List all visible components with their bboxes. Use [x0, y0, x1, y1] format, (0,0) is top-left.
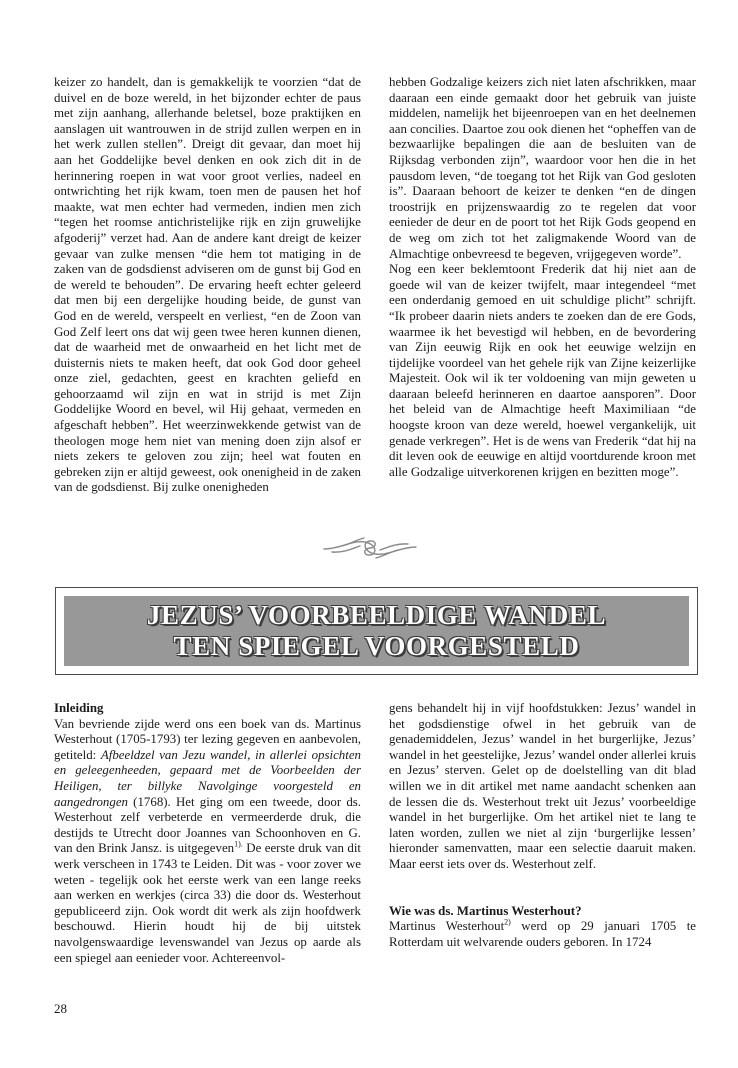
subheading-westerhout: Wie was ds. Martinus Westerhout? [389, 903, 582, 918]
subheading-inleiding: Inleiding [54, 701, 104, 715]
paragraph: Nog een keer beklemtoont Frederik dat hij niet aan de goede wil van de keizer twijfelt, maar integendeel “met een onderdanig gemoed en uit schuldige plicht” schrijft. “Ik probeer daarin niets anders te zoeken dan de ere Gods, waarmee ik het bevestigd wil hebben, en de bevordering van Zijn eeuwig Rijk en ook het eeuwige welzijn en tijdelijke voordeel van het gehele rijk van Zijne keizerlijke Majesteit. Ook wil ik ter voldoening van mijn geweten u daaraan beleefd herinneren en daartoe aansporen”. Door het beleid van de Almachtige heeft Maximiliaan “de hoogste kroon van deze wereld, hoewel vergankelijk, uit genade verkregen”. Het is de wens van Frederik “dat hij na dit leven ook de eeuwige en altijd voortdurende kroon met alle Godzalige uitverkorenen krijgen en bezitten moge”. [389, 262, 696, 479]
paragraph: Van bevriende zijde werd ons een boek van ds. Martinus Westerhout (1705-1793) ter lezing gegeven en aanbevolen, getiteld: Afbeeldzel van Jezu wandel, in allerlei opsichten en geleegenheeden, gepaard met de Voorbeelden der Heiligen, ter billyke Navolginge voorgesteld en aangedrongen (1768). Het ging om een tweede, door ds. Westerhout zelf verbeterde en vermeerderde druk, die destijds te Utrecht door Joannes van Schoonhoven en G. van den Brink Jansz. is uitgegeven$^{1).}$ De eerste druk van dit werk verscheen in 1743 te Leiden. Dit was - voor zover we weten - tegelijk ook het eerste werk van een lange reeks aan werken en werkjes (circa 33) die door ds. Westerhout gepubliceerd zijn. Ook wordt dit werk als zijn hoofdwerk beschouwd. Hierin houdt hij de bij uitstek navolgenswaardige levenswandel van Jezus op aarde als een spiegel aan eenieder voor. Achtereenvol- [54, 716, 361, 965]
paragraph: Martinus Westerhout$^{2)}$ werd op 29 januari 1705 te Rotterdam uit welvarende ouders geboren. In 1724 [389, 918, 696, 949]
text-column-right-top [389, 75, 696, 480]
footnote-ref: 2) [504, 918, 511, 928]
book-title: Afbeeldzel van Jezu wandel, in allerlei opsichten en geleegenheeden, gepaard met de Voorbeelden der Heiligen, ter billyke Navolginge voorgesteld en aangedrongen [54, 747, 361, 809]
footnote-ref: 1). [234, 840, 243, 850]
section-title-line-1: JEZUS’ VOORBEELDIGE WANDEL [146, 600, 607, 630]
section-title-line-2: TEN SPIEGEL VOORGESTELD [173, 631, 580, 661]
paragraph: gens behandelt hij in vijf hoofdstukken: Jezus’ wandel in het godsdienstige ofwel in het gebruik van de genademiddelen, Jezus’ wandel in het burgerlijke, Jezus’ wandel in het geestelijke, Jezus’ wandel onder allerlei kruis en Jezus’ sterven. Gelet op de doelstelling van dit blad willen we in dit artikel met name aandacht schenken aan de lessen die ds. Westerhout trekt uit Jezus’ voorbeeldige wandel in het burgerlijke. Om het artikel niet te lang te laten worden, zullen we niet al zijn ‘burgerlijke lessen’ hieronder samenvatten, maar een selectie daaruit maken. Maar eerst iets over ds. Westerhout zelf. [389, 701, 696, 871]
paragraph: hebben Godzalige keizers zich niet laten afschrikken, maar daaraan een einde gemaakt door het gebruik van juiste middelen, namelijk het bijeenroepen van en het deelnemen aan concilies. Daartoe zou ook dienen het “opheffen van de bezwaarlijke bepalingen die aan de besluiten van de Rijksdag verbonden zijn”, waardoor voor hen die in het pausdom leven, “de toegang tot het Rijk van God gesloten is”. Daaraan behoort de keizer te denken “en de dingen troostrijk en prijzenswaardig zo te regelen dat voor eenieder de deur en de poort tot het Rijk Gods geopend en de weg om zich tot het zaligmakende Woord van de Almachtige onbevreesd te begeven, vrijgegeven worde”. [389, 75, 696, 261]
flourish-ornament-icon [320, 528, 420, 568]
paragraph: keizer zo handelt, dan is gemakkelijk te voorzien “dat de duivel en de boze wereld, in het bijzonder echter de paus met zijn aanhang, allerhande beletsel, boze praktijken en aanslagen uit wantrouwen in de strijd zullen werpen en in het werk zullen stellen”. Dreigt dit gevaar, dan moet hij aan het Goddelijke bevel denken en ook zich dit in de herinnering roepen in wat voor groot verlies, nadeel en ontwrichting het rijk kwam, toen men de pausen het hof maakte, wat men echter had vermeden, indien men zich “tegen het roomse antichristelijke rijk en zijn gruwelijke afgoderij” verzet had. Aan de andere kant dreigt de keizer gevaar van zulke mensen “die hem tot matiging in de zaken van de godsdienst adviseren om de gunst bij God en de wereld te behouden”. De ervaring heeft echter geleerd dat men bij een dergelijke houding beide, de gunst van God en de wereld, verspeelt en verliest, “en de Zoon van God Zelf leert ons dat wij geen twee heren kunnen dienen, dat de waarheid met de onwaarheid en het licht met de duisternis niets te maken heeft, dat ook God door geheel onze ziel, gedachten, geest en krachten geliefd en gehoorzaamd wil zijn en wat in strijd is met Zijn Goddelijke Woord en bevel, wil Hij gehaat, vermeden en afgeschaft hebben”. Het weerzinwekkende getwist van de theologen moge hem niet van mening doen zijn alsof er niets zekers te geloven zou zijn; heel wat fouten en gebreken zijn er altijd geweest, ook onenigheid in de zaken van de godsdienst. Bij zulke onenigheden [54, 75, 361, 495]
text-column-right-bottom [389, 701, 696, 951]
text-column-left-top [54, 75, 361, 496]
text-column-left-bottom [54, 701, 361, 966]
page-number: 28 [54, 1001, 67, 1016]
section-title-banner [55, 587, 698, 675]
